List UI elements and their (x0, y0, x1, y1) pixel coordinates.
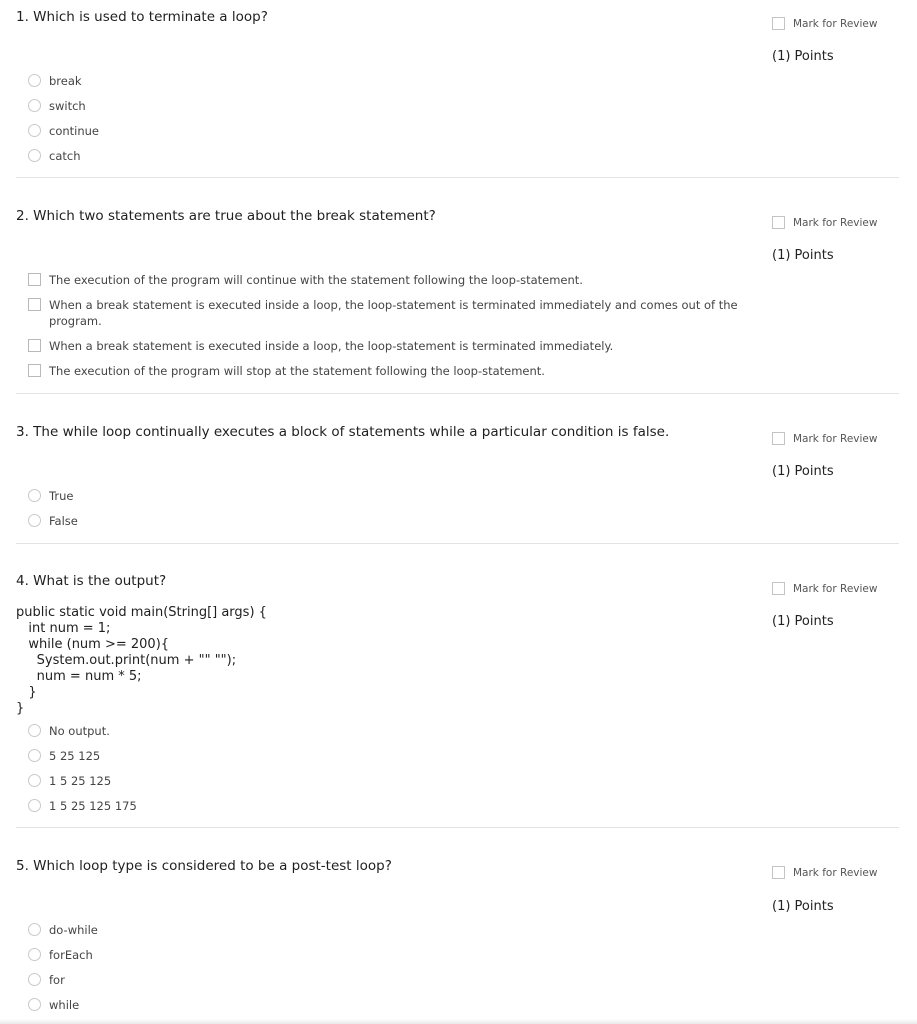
option-label: catch (49, 149, 81, 163)
q2-option-2[interactable] (28, 297, 739, 329)
mark-for-review-label-4: Mark for Review (793, 582, 878, 595)
points-1: (1) Points (772, 49, 834, 64)
points-4: (1) Points (772, 614, 834, 629)
mark-for-review-2[interactable] (772, 216, 877, 229)
mark-for-review-3[interactable] (772, 432, 877, 445)
option-label: No output. (49, 724, 110, 738)
question-1-title: 1. Which is used to terminate a loop? (16, 9, 268, 25)
option-label: 1 5 25 125 (49, 774, 112, 788)
option-label: True (49, 489, 74, 503)
radio-button[interactable] (28, 998, 41, 1011)
radio-button[interactable] (28, 514, 41, 527)
mark-for-review-label-1: Mark for Review (793, 17, 878, 30)
q4-option-4[interactable] (28, 798, 137, 814)
q4-option-2[interactable] (28, 748, 100, 764)
option-label: When a break statement is executed inside a loop, the loop-statement is terminated immediately. (49, 339, 614, 353)
q4-option-1[interactable] (28, 723, 110, 739)
radio-button[interactable] (28, 124, 41, 137)
q1-option-3[interactable] (28, 123, 99, 139)
q5-option-1[interactable] (28, 922, 98, 938)
points-2: (1) Points (772, 248, 834, 263)
option-label: 1 5 25 125 175 (49, 799, 137, 813)
option-label: False (49, 514, 78, 528)
divider (16, 827, 899, 828)
points-5: (1) Points (772, 899, 834, 914)
mark-for-review-label-5: Mark for Review (793, 866, 878, 879)
question-3-title: 3. The while loop continually executes a block of statements while a particular condition is false. (16, 424, 670, 440)
radio-button[interactable] (28, 149, 41, 162)
q1-option-1[interactable] (28, 73, 82, 89)
checkbox[interactable] (28, 298, 41, 311)
mark-for-review-label-3: Mark for Review (793, 432, 878, 445)
option-label: do-while (49, 923, 98, 937)
q2-option-1[interactable] (28, 272, 739, 288)
mark-for-review-5[interactable] (772, 866, 877, 879)
radio-button[interactable] (28, 923, 41, 936)
option-label: continue (49, 124, 100, 138)
question-4-title: 4. What is the output? (16, 573, 167, 589)
option-label: The execution of the program will stop at the statement following the loop-statement. (49, 364, 545, 378)
mark-for-review-label-2: Mark for Review (793, 216, 878, 229)
option-label: 5 25 125 (49, 749, 101, 763)
checkbox[interactable] (28, 364, 41, 377)
page-bottom-edge (0, 1019, 917, 1024)
radio-button[interactable] (28, 99, 41, 112)
points-3: (1) Points (772, 464, 834, 479)
checkbox[interactable] (28, 339, 41, 352)
radio-button[interactable] (28, 749, 41, 762)
question-2-title: 2. Which two statements are true about the break statement? (16, 208, 436, 224)
divider (16, 543, 899, 544)
radio-button[interactable] (28, 774, 41, 787)
option-label: switch (49, 99, 86, 113)
radio-button[interactable] (28, 799, 41, 812)
q4-option-3[interactable] (28, 773, 111, 789)
option-label: The execution of the program will continue with the statement following the loop-statement. (49, 273, 583, 287)
divider (16, 393, 899, 394)
q5-option-4[interactable] (28, 997, 79, 1013)
q2-option-3[interactable] (28, 338, 739, 354)
code-snippet: public static void main(String[] args) { int num = 1; while (num >= 200){ System.out.print(num + "" ""); num = num * 5; } } (16, 605, 267, 716)
q3-option-1[interactable] (28, 488, 73, 504)
review-checkbox-4[interactable] (772, 582, 785, 595)
radio-button[interactable] (28, 948, 41, 961)
checkbox[interactable] (28, 273, 41, 286)
review-checkbox-3[interactable] (772, 432, 785, 445)
q3-option-2[interactable] (28, 513, 78, 529)
review-checkbox-2[interactable] (772, 216, 785, 229)
mark-for-review-4[interactable] (772, 582, 877, 595)
radio-button[interactable] (28, 74, 41, 87)
radio-button[interactable] (28, 724, 41, 737)
option-label: forEach (49, 948, 93, 962)
radio-button[interactable] (28, 973, 41, 986)
option-label: break (49, 74, 82, 88)
q1-option-2[interactable] (28, 98, 86, 114)
review-checkbox-5[interactable] (772, 866, 785, 879)
q1-option-4[interactable] (28, 148, 81, 164)
q5-option-2[interactable] (28, 947, 93, 963)
mark-for-review-1[interactable] (772, 17, 877, 30)
q2-option-4[interactable] (28, 363, 739, 379)
option-label: for (49, 973, 65, 987)
option-label: When a break statement is executed inside a loop, the loop-statement is terminated immediately and comes out of the program. (49, 298, 738, 328)
option-label: while (49, 998, 80, 1012)
radio-button[interactable] (28, 489, 41, 502)
divider (16, 177, 899, 178)
review-checkbox-1[interactable] (772, 17, 785, 30)
q5-option-3[interactable] (28, 972, 65, 988)
question-5-title: 5. Which loop type is considered to be a post-test loop? (16, 858, 392, 874)
